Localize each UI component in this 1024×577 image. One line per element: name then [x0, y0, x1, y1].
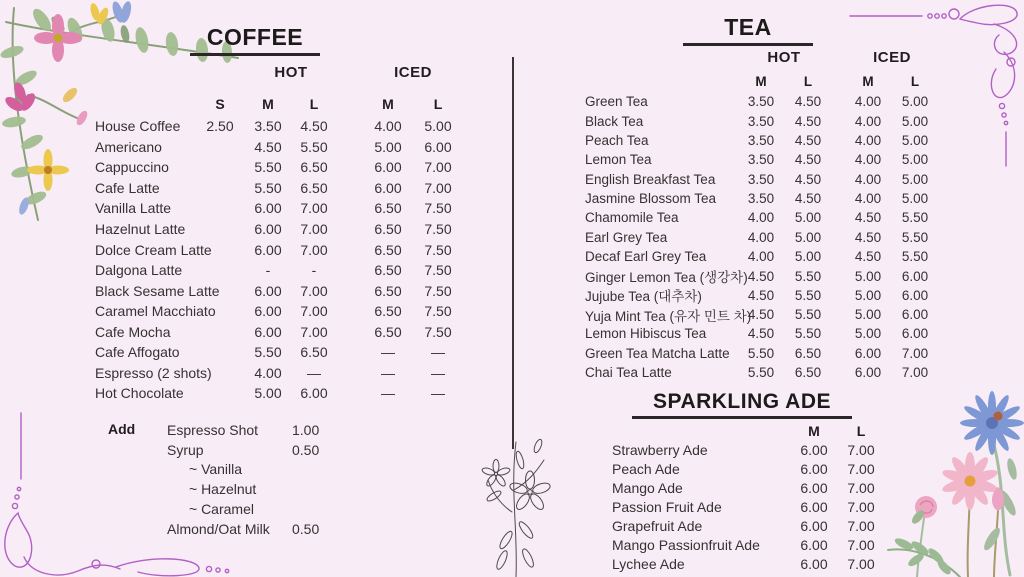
menu-item-price: 5.50 — [794, 268, 822, 284]
menu-item-price: 7.00 — [847, 555, 875, 572]
menu-item-price: 7.00 — [847, 536, 875, 553]
menu-item-price: 3.50 — [747, 132, 775, 148]
coffee-iced-header: ICED — [394, 63, 432, 81]
coffee-size-iced-m: M — [382, 96, 394, 112]
menu-item-price: 6.50 — [374, 241, 402, 258]
addon-name: ~ Vanilla — [189, 461, 243, 478]
menu-item-price: 6.00 — [854, 364, 882, 380]
menu-item-row — [95, 178, 463, 199]
menu-item-row — [585, 92, 939, 111]
tea-iced-header: ICED — [873, 48, 911, 66]
ade-title-underline — [632, 416, 852, 419]
addon-row — [167, 519, 352, 539]
menu-item-price: 7.50 — [424, 262, 452, 279]
menu-item-price: 6.00 — [800, 555, 828, 572]
menu-item-price: 7.50 — [424, 303, 452, 320]
menu-item-name: Peach Tea — [585, 132, 649, 148]
tea-size-hot-l: L — [803, 74, 813, 89]
menu-item-name: Cafe Latte — [95, 179, 160, 196]
menu-item-price: 7.50 — [424, 200, 452, 217]
menu-item-price: 4.50 — [854, 248, 882, 264]
menu-item-name: Lychee Ade — [612, 555, 685, 572]
coffee-title-text: COFFEE — [206, 24, 304, 50]
menu-item-row — [95, 342, 463, 363]
menu-item-price: 5.50 — [901, 248, 929, 264]
menu-item-price: 5.00 — [901, 152, 929, 168]
menu-item-row — [585, 227, 939, 246]
section-divider-line — [512, 57, 514, 449]
menu-item-row — [585, 150, 939, 169]
tea-title-underline — [683, 43, 813, 46]
menu-item-price: 5.00 — [901, 113, 929, 129]
menu-item-price: 3.50 — [747, 113, 775, 129]
menu-item-price: 5.00 — [901, 132, 929, 148]
menu-item-row — [95, 301, 463, 322]
menu-item-name: Ginger Lemon Tea (생강차) — [585, 270, 748, 286]
ade-section-title — [632, 390, 852, 419]
menu-item-row — [95, 239, 463, 260]
flowers-bottom-right-icon — [874, 377, 1024, 577]
menu-item-price: 4.00 — [747, 229, 775, 245]
tea-title-text: TEA — [724, 14, 772, 40]
menu-item-price: 4.50 — [794, 132, 822, 148]
menu-item-price: — — [431, 364, 445, 381]
menu-item-price: 5.50 — [254, 179, 282, 196]
menu-item-price: 6.50 — [374, 200, 402, 217]
menu-item-price: 7.00 — [424, 179, 452, 196]
menu-item-row — [585, 324, 939, 343]
menu-item-price: 7.00 — [847, 461, 875, 478]
menu-item-price: 4.50 — [747, 287, 775, 303]
menu-item-price: 4.00 — [747, 210, 775, 226]
coffee-size-s: S — [215, 96, 225, 112]
menu-item-price: 6.00 — [901, 307, 929, 323]
addon-row — [167, 460, 352, 480]
menu-item-name: Cafe Affogato — [95, 344, 180, 361]
menu-item-name: Passion Fruit Ade — [612, 499, 722, 516]
menu-item-price: 7.00 — [300, 282, 328, 299]
menu-item-price: 3.50 — [747, 152, 775, 168]
addon-name: Almond/Oat Milk — [167, 520, 270, 537]
menu-item-price: 6.50 — [794, 345, 822, 361]
menu-item-price: 6.50 — [374, 221, 402, 237]
ade-size-l: L — [856, 423, 866, 439]
menu-item-name: Lemon Hibiscus Tea — [585, 326, 707, 342]
menu-item-price: 6.00 — [254, 323, 282, 340]
tea-size-header-row — [585, 73, 939, 90]
menu-item-price: 3.50 — [747, 190, 775, 206]
menu-item-name: English Breakfast Tea — [585, 171, 716, 187]
menu-item-price: 7.50 — [424, 282, 452, 299]
menu-item-price: 5.00 — [854, 287, 882, 303]
menu-item-name: Americano — [95, 138, 162, 155]
menu-item-name: Strawberry Ade — [612, 442, 708, 459]
menu-item-row — [585, 131, 939, 150]
menu-item-price: 5.50 — [794, 287, 822, 303]
menu-item-name: Dalgona Latte — [95, 262, 183, 279]
menu-item-row — [612, 554, 884, 573]
tea-hot-header: HOT — [767, 48, 801, 66]
ade-title-text: SPARKLING ADE — [652, 390, 831, 413]
tea-size-iced-m: M — [862, 74, 874, 89]
menu-item-name: Mango Ade — [612, 480, 683, 497]
coffee-size-iced-l: L — [433, 96, 443, 112]
menu-item-row — [612, 535, 884, 554]
menu-item-price: 6.00 — [254, 303, 282, 320]
menu-item-price: 6.00 — [800, 461, 828, 478]
menu-item-price: — — [381, 364, 395, 381]
menu-item-row — [95, 137, 463, 158]
menu-item-price: 4.00 — [254, 364, 282, 381]
menu-item-row — [612, 517, 884, 536]
menu-item-name: Vanilla Latte — [95, 200, 172, 217]
menu-item-price: 4.50 — [300, 118, 328, 135]
menu-item-price: 6.00 — [424, 138, 452, 155]
menu-item-price: 6.00 — [254, 200, 282, 217]
menu-item-price: 6.50 — [300, 179, 328, 196]
menu-item-name: Jasmine Blossom Tea — [585, 190, 717, 206]
menu-item-row — [95, 260, 463, 281]
menu-item-row — [585, 189, 939, 208]
menu-item-price: 6.00 — [800, 442, 828, 459]
tea-items-list — [585, 92, 939, 382]
menu-item-price: 6.00 — [254, 241, 282, 258]
menu-item-price: 5.00 — [374, 138, 402, 155]
botanical-sketch-icon — [466, 430, 570, 577]
menu-item-row — [585, 343, 939, 362]
menu-item-row — [95, 219, 463, 240]
addon-row — [167, 479, 352, 499]
addons-list — [167, 420, 352, 539]
menu-item-price: 7.50 — [424, 221, 452, 237]
menu-item-price: 7.00 — [300, 241, 328, 258]
tea-section-title — [683, 15, 813, 46]
menu-item-price: 6.00 — [854, 345, 882, 361]
menu-item-price: 6.00 — [374, 159, 402, 176]
menu-item-price: 7.50 — [424, 241, 452, 258]
menu-item-price: 4.00 — [854, 152, 882, 168]
menu-item-price: 4.50 — [794, 113, 822, 129]
menu-item-price: — — [307, 364, 321, 381]
menu-item-price: 4.50 — [747, 268, 775, 284]
menu-item-price: 4.50 — [794, 171, 822, 187]
menu-item-name: Mango Passionfruit Ade — [612, 536, 760, 553]
menu-item-price: 5.00 — [794, 229, 822, 245]
menu-item-price: — — [431, 344, 445, 361]
menu-item-price: - — [265, 262, 271, 279]
menu-item-price: 4.50 — [794, 94, 822, 110]
menu-item-price: 5.00 — [901, 190, 929, 206]
menu-item-price: 6.00 — [254, 282, 282, 299]
menu-item-price: 6.00 — [374, 179, 402, 196]
menu-item-row — [585, 169, 939, 188]
menu-item-price: 5.00 — [901, 171, 929, 187]
menu-item-price: 6.00 — [254, 221, 282, 237]
menu-item-price: 6.50 — [300, 159, 328, 176]
coffee-size-hot-m: M — [262, 96, 274, 112]
menu-item-row — [95, 363, 463, 384]
menu-item-price: 7.00 — [300, 200, 328, 217]
menu-item-price: 5.50 — [901, 210, 929, 226]
menu-item-price: 6.00 — [800, 480, 828, 497]
menu-item-price: 7.00 — [300, 323, 328, 340]
menu-item-price: 7.00 — [847, 442, 875, 459]
menu-item-price: 6.50 — [374, 262, 402, 279]
addon-price: 0.50 — [292, 441, 320, 458]
menu-item-row — [585, 285, 939, 304]
menu-item-price: 7.00 — [847, 480, 875, 497]
menu-item-price: 4.50 — [254, 138, 282, 155]
menu-item-row — [585, 305, 939, 324]
menu-item-price: — — [381, 385, 395, 402]
menu-item-name: Green Tea — [585, 94, 648, 110]
menu-item-name: Hot Chocolate — [95, 385, 184, 402]
menu-item-price: 3.50 — [747, 171, 775, 187]
menu-item-name: Cafe Mocha — [95, 323, 171, 340]
menu-item-price: 4.50 — [794, 190, 822, 206]
menu-item-price: 6.00 — [800, 518, 828, 534]
menu-item-price: 5.00 — [854, 307, 882, 323]
addon-name: ~ Hazelnut — [189, 481, 257, 498]
menu-item-name: Chai Tea Latte — [585, 364, 672, 380]
menu-item-price: 6.50 — [374, 282, 402, 299]
menu-item-price: 6.50 — [300, 344, 328, 361]
menu-item-name: Cappuccino — [95, 159, 169, 176]
menu-item-price: 7.50 — [424, 323, 452, 340]
menu-item-name: Chamomile Tea — [585, 210, 679, 226]
menu-item-price: 4.00 — [747, 248, 775, 264]
menu-item-price: 5.50 — [300, 138, 328, 155]
ade-items-list — [612, 441, 884, 573]
menu-item-price: 5.50 — [794, 307, 822, 323]
coffee-section-title — [190, 25, 320, 56]
menu-item-price: 5.50 — [901, 229, 929, 245]
menu-item-price: 5.00 — [424, 118, 452, 135]
menu-item-price: 3.50 — [254, 118, 282, 135]
menu-item-name: Espresso (2 shots) — [95, 364, 212, 381]
addon-row — [167, 420, 352, 440]
menu-item-price: 5.00 — [854, 326, 882, 342]
menu-item-row — [612, 460, 884, 479]
addon-price: 1.00 — [292, 421, 320, 438]
addon-name: Espresso Shot — [167, 421, 259, 438]
menu-item-price: 5.50 — [254, 159, 282, 176]
tea-temp-header-row — [585, 48, 939, 66]
coffee-size-header-row — [95, 95, 463, 113]
menu-item-price: 6.00 — [901, 268, 929, 284]
menu-item-price: 2.50 — [206, 118, 234, 135]
menu-item-name: House Coffee — [95, 118, 181, 135]
addons-label: Add — [108, 421, 136, 437]
menu-item-price: 4.00 — [854, 190, 882, 206]
menu-item-price: 4.50 — [854, 210, 882, 226]
addon-row — [167, 499, 352, 519]
menu-item-price: 6.50 — [794, 364, 822, 380]
coffee-hot-header: HOT — [274, 63, 308, 81]
menu-item-price: 4.50 — [747, 307, 775, 323]
menu-item-row — [95, 157, 463, 178]
menu-item-row — [95, 116, 463, 137]
menu-item-row — [612, 479, 884, 498]
menu-item-row — [585, 363, 939, 382]
menu-item-price: 6.00 — [300, 385, 328, 402]
menu-item-price: 7.00 — [424, 159, 452, 176]
menu-item-price: 4.00 — [374, 118, 402, 135]
addon-row — [167, 440, 352, 460]
menu-item-price: 3.50 — [747, 94, 775, 110]
coffee-size-hot-l: L — [309, 96, 319, 112]
menu-item-price: 4.50 — [794, 152, 822, 168]
menu-item-row — [585, 111, 939, 130]
menu-item-price: 4.00 — [854, 132, 882, 148]
menu-item-name: Decaf Earl Grey Tea — [585, 248, 707, 264]
coffee-items-list — [95, 116, 463, 404]
menu-item-row — [95, 321, 463, 342]
menu-item-price: 7.00 — [847, 499, 875, 516]
menu-item-row — [95, 383, 463, 404]
ade-size-header-row — [612, 423, 884, 439]
tea-size-iced-l: L — [910, 74, 920, 89]
menu-item-price: 5.00 — [794, 248, 822, 264]
menu-item-price: 6.00 — [800, 499, 828, 516]
menu-item-price: - — [311, 262, 317, 279]
menu-item-name: Caramel Macchiato — [95, 303, 216, 320]
coffee-temp-header-row — [95, 63, 463, 81]
menu-item-row — [95, 280, 463, 301]
addon-name: Syrup — [167, 441, 204, 458]
menu-item-name: Lemon Tea — [585, 152, 652, 168]
menu-item-row — [585, 247, 939, 266]
menu-item-price: 5.50 — [747, 364, 775, 380]
menu-item-name: Dolce Cream Latte — [95, 241, 212, 258]
menu-item-price: 5.50 — [794, 326, 822, 342]
menu-item-name: Earl Grey Tea — [585, 229, 668, 245]
menu-item-price: — — [431, 385, 445, 402]
menu-item-price: 7.00 — [901, 364, 929, 380]
menu-item-price: 5.50 — [254, 344, 282, 361]
menu-item-name: Yuja Mint Tea (유자 민트 차) — [585, 308, 752, 324]
menu-item-price: 7.00 — [847, 518, 875, 534]
ade-size-m: M — [808, 423, 820, 439]
menu-item-price: 5.00 — [854, 268, 882, 284]
menu-item-price: 6.00 — [800, 536, 828, 553]
menu-item-price: 7.00 — [901, 345, 929, 361]
menu-item-price: 6.00 — [901, 287, 929, 303]
menu-item-name: Black Tea — [585, 113, 644, 129]
menu-item-row — [612, 498, 884, 517]
menu-item-price: 6.00 — [901, 326, 929, 342]
menu-item-name: Green Tea Matcha Latte — [585, 345, 730, 361]
menu-item-price: 4.50 — [854, 229, 882, 245]
menu-item-row — [585, 266, 939, 285]
menu-item-price: 6.50 — [374, 323, 402, 340]
menu-item-price: 4.00 — [854, 113, 882, 129]
addon-name: ~ Caramel — [189, 501, 254, 518]
menu-item-price: — — [381, 344, 395, 361]
coffee-title-underline — [190, 53, 320, 56]
tea-size-hot-m: M — [755, 74, 767, 89]
menu-item-price: 5.50 — [747, 345, 775, 361]
menu-item-name: Black Sesame Latte — [95, 282, 220, 299]
menu-item-name: Jujube Tea (대추차) — [585, 289, 702, 305]
menu-item-price: 4.50 — [747, 326, 775, 342]
menu-item-price: 6.50 — [374, 303, 402, 320]
menu-item-name: Hazelnut Latte — [95, 221, 186, 237]
menu-item-row — [95, 198, 463, 219]
menu-item-price: 5.00 — [901, 94, 929, 110]
menu-item-price: 4.00 — [854, 94, 882, 110]
addon-price: 0.50 — [292, 520, 320, 537]
menu-item-price: 7.00 — [300, 303, 328, 320]
menu-item-price: 5.00 — [254, 385, 282, 402]
menu-item-name: Peach Ade — [612, 461, 680, 478]
menu-item-price: 7.00 — [300, 221, 328, 237]
menu-item-price: 4.00 — [854, 171, 882, 187]
menu-item-row — [612, 441, 884, 460]
menu-item-price: 5.00 — [794, 210, 822, 226]
menu-item-name: Grapefruit Ade — [612, 518, 703, 534]
menu-item-row — [585, 208, 939, 227]
